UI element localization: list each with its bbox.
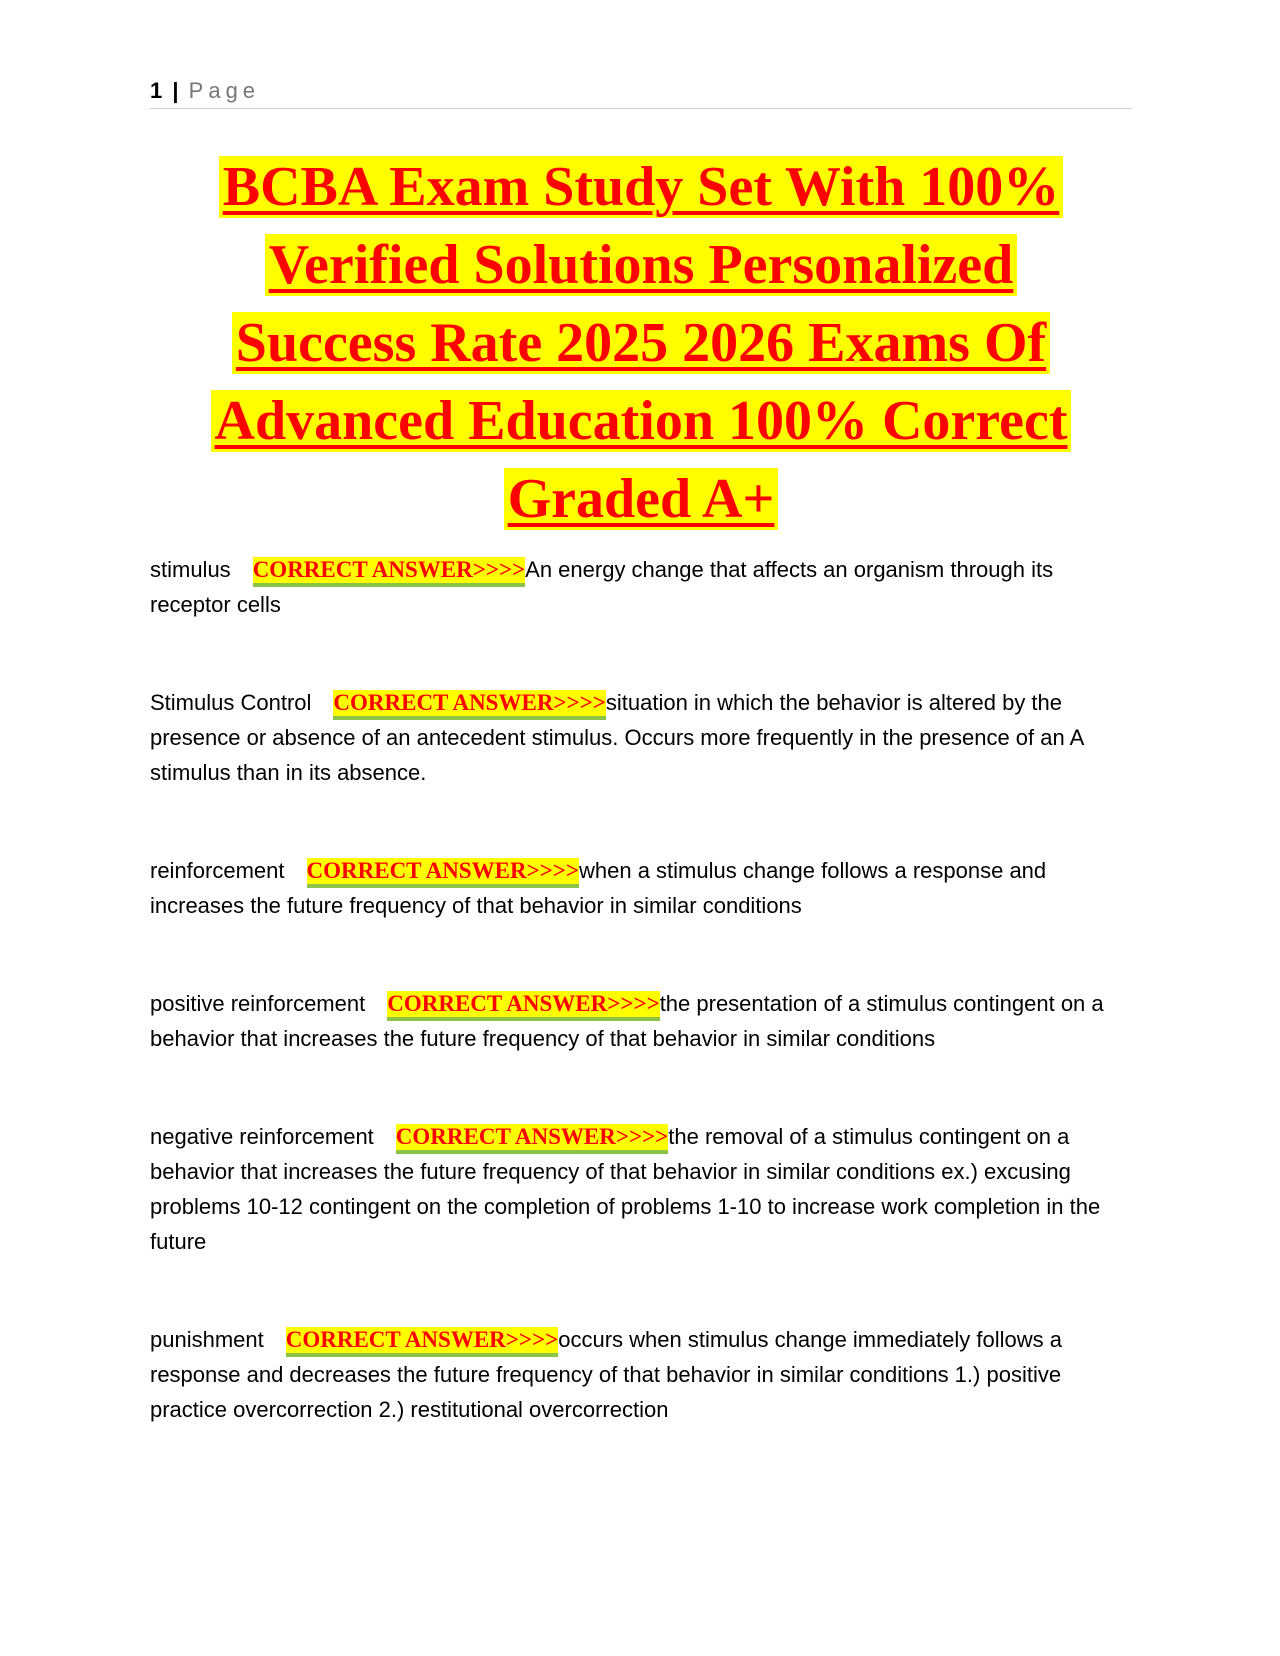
entry-definition: situation in which the behavior is altered by the presence or absence of an antecedent stimulus. Occurs more frequently in the presence of an A stimulus than in its absence. <box>150 690 1084 785</box>
correct-answer-badge: CORRECT ANSWER>>>> <box>286 1327 558 1357</box>
document-title <box>150 148 1132 538</box>
qa-entry <box>150 552 1132 622</box>
title-line-5: Graded A+ <box>504 468 779 530</box>
correct-answer-badge: CORRECT ANSWER>>>> <box>333 690 605 720</box>
entry-definition: the presentation of a stimulus contingent on a behavior that increases the future frequency of that behavior in similar conditions <box>150 991 1104 1051</box>
entry-definition: when a stimulus change follows a response and increases the future frequency of that behavior in similar conditions <box>150 858 1047 918</box>
qa-entry <box>150 986 1132 1056</box>
qa-entry <box>150 853 1132 923</box>
entry-term: stimulus <box>150 557 231 582</box>
title-line-1: BCBA Exam Study Set With 100% <box>219 156 1064 218</box>
entry-term: punishment <box>150 1327 264 1352</box>
page-number: 1 <box>150 78 163 103</box>
title-line-4: Advanced Education 100% Correct <box>211 390 1072 452</box>
entry-term: positive reinforcement <box>150 991 366 1016</box>
title-heading <box>150 148 1132 538</box>
title-line-3: Success Rate 2025 2026 Exams Of <box>232 312 1050 374</box>
correct-answer-badge: CORRECT ANSWER>>>> <box>307 858 579 888</box>
entry-term: negative reinforcement <box>150 1124 374 1149</box>
qa-entries <box>150 552 1132 1427</box>
entry-term: reinforcement <box>150 858 285 883</box>
page-label: Page <box>188 78 261 103</box>
correct-answer-badge: CORRECT ANSWER>>>> <box>387 991 659 1021</box>
title-line-2: Verified Solutions Personalized <box>265 234 1018 296</box>
page-separator: | <box>172 78 179 103</box>
page-header <box>150 74 1132 109</box>
correct-answer-badge: CORRECT ANSWER>>>> <box>253 557 525 587</box>
entry-definition: An energy change that affects an organism through its receptor cells <box>150 557 1054 617</box>
entry-definition: the removal of a stimulus contingent on a behavior that increases the future frequency of that behavior in similar conditions ex.) excusing problems 10-12 contingent on the completion of problems 1-10 to increase work completion in the future <box>150 1124 1101 1254</box>
correct-answer-badge: CORRECT ANSWER>>>> <box>396 1124 668 1154</box>
qa-entry <box>150 1322 1132 1427</box>
entry-definition: occurs when stimulus change immediately follows a response and decreases the future frequency of that behavior in similar conditions 1.) positive practice overcorrection 2.) restitutional overcorrection <box>150 1327 1062 1422</box>
qa-entry <box>150 1119 1132 1259</box>
entry-term: Stimulus Control <box>150 690 312 715</box>
qa-entry <box>150 685 1132 790</box>
